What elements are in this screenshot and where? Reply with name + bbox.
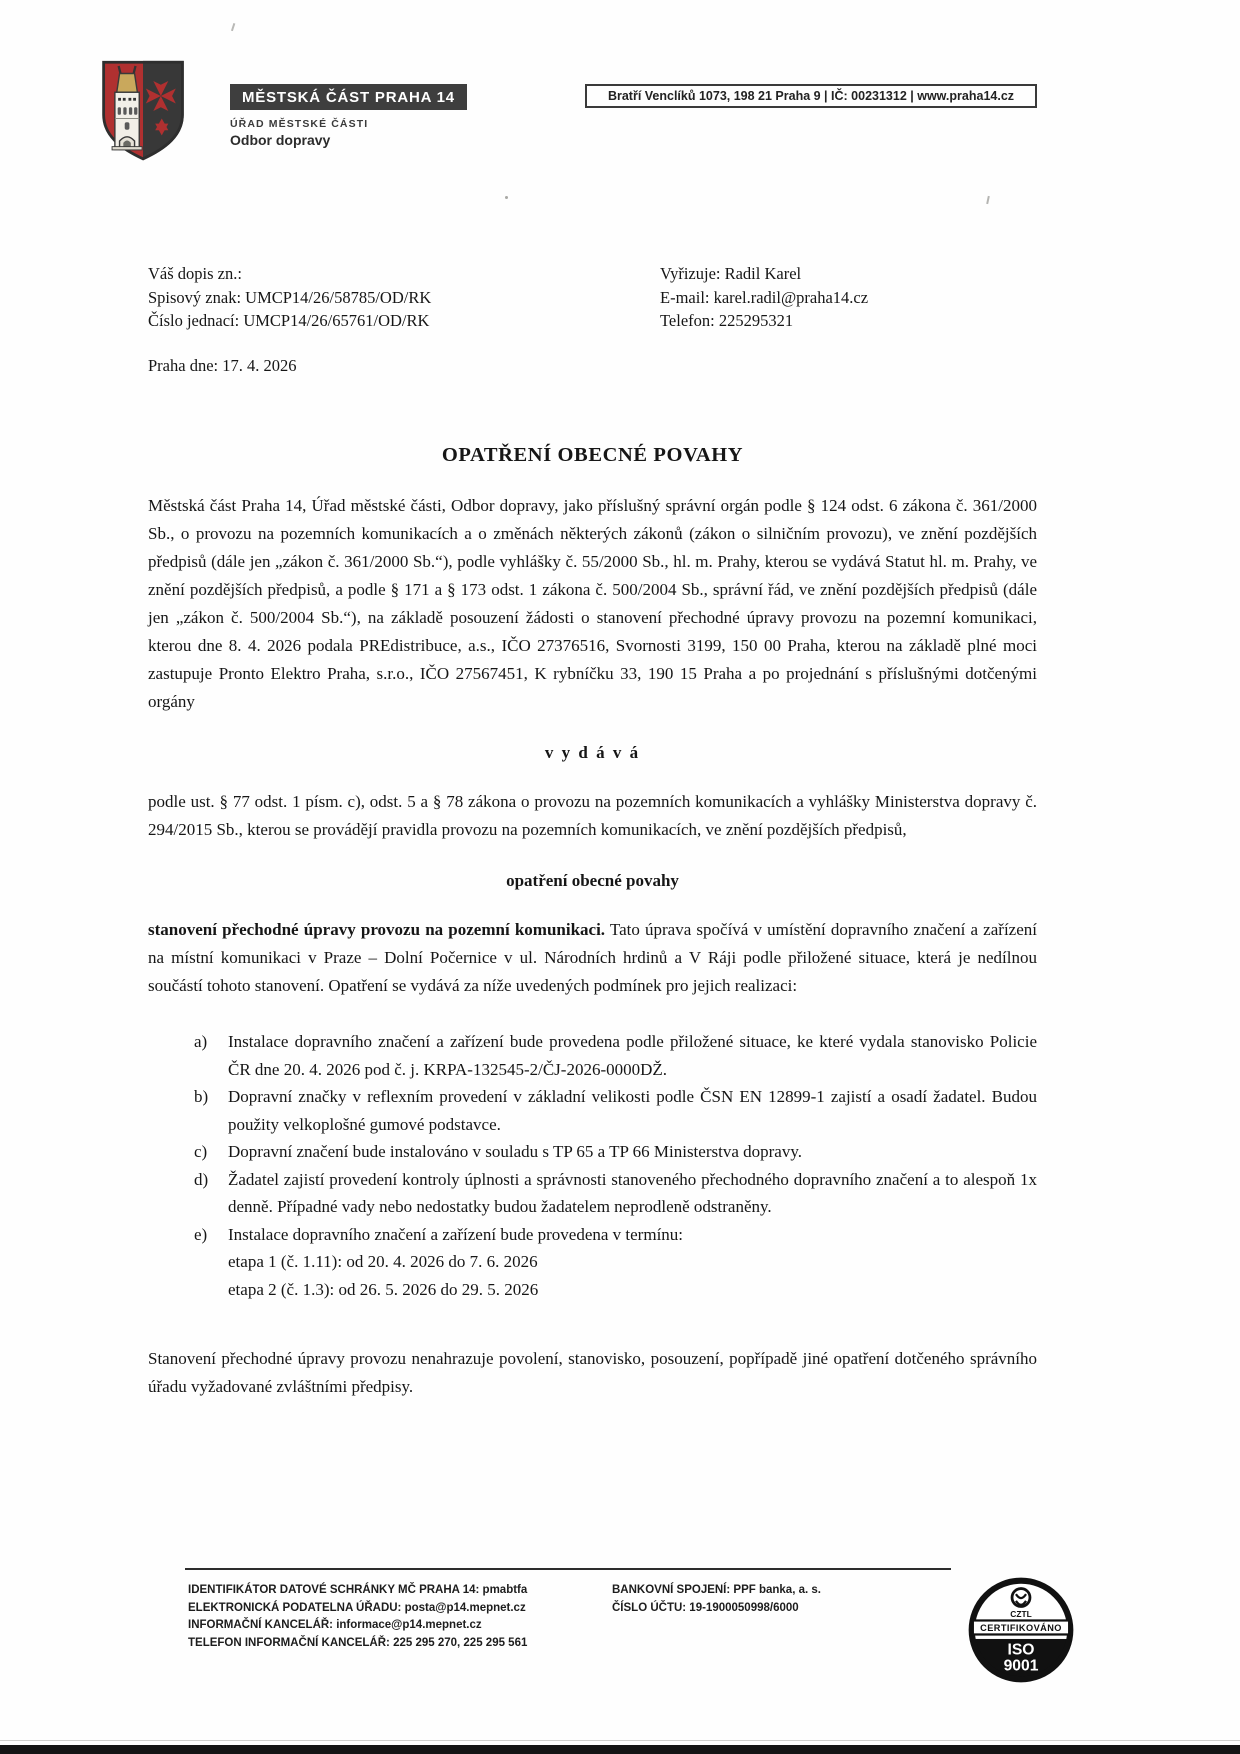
- praha14-coat-of-arms-icon: [98, 54, 188, 168]
- scan-edge-line: [0, 1740, 1240, 1741]
- footer-contact-block: [188, 1582, 527, 1652]
- conditions-list: [148, 1028, 1037, 1303]
- contact-phone: Telefon: 225295321: [660, 311, 794, 330]
- footer-divider: [185, 1568, 951, 1570]
- reference-block-right: [660, 262, 868, 333]
- header-brand-block: [230, 84, 467, 148]
- condition-item-c: [148, 1138, 1037, 1166]
- stage-1-dates: etapa 1 (č. 1.11): od 20. 4. 2026 do 7. 6. 2026: [228, 1252, 538, 1271]
- e-filing-line: ELEKTRONICKÁ PODATELNA ÚŘADU: posta@p14.mepnet.cz: [188, 1601, 526, 1614]
- reference-block-left: [148, 262, 431, 333]
- info-office-phone-line: TELEFON INFORMAČNÍ KANCELÁŘ: 225 295 270, 225 295 561: [188, 1636, 528, 1649]
- condition-item-a: [148, 1028, 1037, 1083]
- databox-id-line: IDENTIFIKÁTOR DATOVÉ SCHRÁNKY MČ PRAHA 14: pmabtfa: [188, 1584, 528, 1596]
- iso-9001-certification-seal-icon: [965, 1574, 1077, 1686]
- condition-letter: b): [194, 1087, 209, 1106]
- paragraph-closing: Stanovení přechodné úpravy provozu nenahrazuje povolení, stanovisko, posouzení, popřípadě jiné opatření dotčeného správního úřadu vyžadované zvláštními předpisy.: [148, 1349, 1037, 1396]
- document-title: OPATŘENÍ OBECNÉ POVAHY: [441, 444, 744, 466]
- bank-connection-line: BANKOVNÍ SPOJENÍ: PPF banka, a. s.: [612, 1584, 821, 1596]
- file-mark: Spisový znak: UMCP14/26/58785/OD/RK: [148, 287, 432, 307]
- footer-bank-block: [612, 1582, 821, 1617]
- seal-org-label: CZTL: [1010, 1609, 1032, 1620]
- paragraph-authority: Městská část Praha 14, Úřad městské části, Odbor dopravy, jako příslušný správní orgán podle § 124 odst. 6 zákona č. 361/2000 Sb., o provozu na pozemních komunikacích a o změnách některých zákonů (zákon o silničním provozu), ve znění pozdějších předpisů (dále jen „zákon č. 361/2000 Sb.“), podle vyhlášky č. 55/2000 Sb., hl. m. Prahy, kterou se vydává Statut hl. m. Prahy, ve znění pozdějších předpisů, a podle § 171 a § 173 odst. 1 zákona č. 500/2004 Sb., správní řád, ve znění pozdějších předpisů (dále jen „zákon č. 500/2004 Sb.“), na základě posouzení žádosti o stanovení přechodné úpravy provozu na pozemní komunikaci, kterou dne 8. 4. 2026 podala PREdistribuce, a.s., IČO 27376516, Svornosti 3199, 150 00 Praha, kterou na základě plné moci zastupuje Pronto Elektro Praha, s.r.o., IČO 27567451, K rybníčku 33, 190 15 Praha a po projednání s příslušnými dotčenými orgány: [148, 496, 1037, 711]
- info-office-email-line: INFORMAČNÍ KANCELÁŘ: informace@p14.mepnet.cz: [188, 1619, 482, 1631]
- paragraph-determination: [148, 916, 1037, 1000]
- condition-letter: c): [194, 1142, 208, 1161]
- condition-item-b: [148, 1083, 1037, 1138]
- condition-text: Instalace dopravního značení a zařízení bude provedena podle přiložené situace, ke které vydala stanovisko Policie ČR dne 20. 4. 2026 pod č. j. KRPA-132545-2/ČJ-2026-0000DŽ.: [228, 1032, 1037, 1079]
- condition-letter: e): [194, 1224, 208, 1244]
- account-number-line: ČÍSLO ÚČTU: 19-1900050998/6000: [612, 1601, 799, 1614]
- municipality-name: MĚSTSKÁ ČÁST PRAHA 14: [230, 84, 467, 110]
- condition-letter: a): [194, 1032, 208, 1051]
- scan-artifact: [986, 196, 990, 204]
- condition-item-e: [148, 1221, 1037, 1249]
- measure-subtitle: opatření obecné povahy: [506, 871, 679, 890]
- condition-letter: d): [194, 1169, 209, 1189]
- seal-banner-label: CERTIFIKOVÁNO: [980, 1623, 1062, 1634]
- case-number: Číslo jednací: UMCP14/26/65761/OD/RK: [148, 311, 430, 330]
- scan-artifact: [231, 23, 241, 33]
- date-line: Praha dne: 17. 4. 2026: [148, 356, 297, 375]
- seal-iso-number: 9001: [1003, 1657, 1039, 1675]
- seal-iso-label: ISO: [1007, 1641, 1035, 1659]
- stage-2-dates: etapa 2 (č. 1.3): od 26. 5. 2026 do 29. 5. 2026: [228, 1279, 539, 1299]
- handled-by: Vyřizuje: Radil Karel: [660, 264, 802, 283]
- scan-bottom-bar: [0, 1745, 1240, 1754]
- determination-lead: stanovení přechodné úpravy provozu na pozemní komunikaci.: [148, 920, 606, 939]
- department-name: Odbor dopravy: [230, 132, 331, 148]
- header-address-bar: Bratří Venclíků 1073, 198 21 Praha 9 | IČ: 00231312 | www.praha14.cz: [585, 84, 1037, 108]
- paragraph-legal-basis: podle ust. § 77 odst. 1 písm. c), odst. 5 a § 78 zákona o provozu na pozemních komunikacích a vyhlášky Ministerstva dopravy č. 294/2015 Sb., kterou se provádějí pravidla provozu na pozemních komunikacích, ve znění pozdějších předpisů,: [148, 792, 1037, 839]
- your-letter-ref: Váš dopis zn.:: [148, 264, 242, 283]
- condition-text: Dopravní značení bude instalováno v souladu s TP 65 a TP 66 Ministerstva dopravy.: [228, 1142, 802, 1161]
- condition-text: Žadatel zajistí provedení kontroly úplnosti a správnosti stanoveného přechodného dopravního značení a to alespoň 1x denně. Případné vady nebo nedostatky budou žadatelem neprodleně odstraněny.: [228, 1169, 1037, 1216]
- document-body: [148, 444, 1037, 1401]
- office-name: ÚŘAD MĚSTSKÉ ČÁSTI: [230, 118, 369, 130]
- determination-rest: Tato úprava spočívá v umístění dopravního značení a zařízení na místní komunikaci v Praze – Dolní Počernice v ul. Národních hrdinů a V Ráji podle přiložené situace, která je nedílnou součástí tohoto stanovení. Opatření se vydává za níže uvedených podmínek pro jejich realizaci:: [148, 920, 1037, 995]
- scan-artifact: [505, 196, 508, 199]
- contact-email: E-mail: karel.radil@praha14.cz: [660, 287, 869, 307]
- condition-text: Instalace dopravního značení a zařízení bude provedena v termínu:: [228, 1224, 684, 1244]
- condition-text: Dopravní značky v reflexním provedení v základní velikosti podle ČSN EN 12899-1 zajistí a osadí žadatel. Budou použity velkoplošné gumové podstavce.: [228, 1087, 1037, 1134]
- issues-keyword: v y d á v á: [544, 743, 641, 762]
- condition-item-d: [148, 1166, 1037, 1221]
